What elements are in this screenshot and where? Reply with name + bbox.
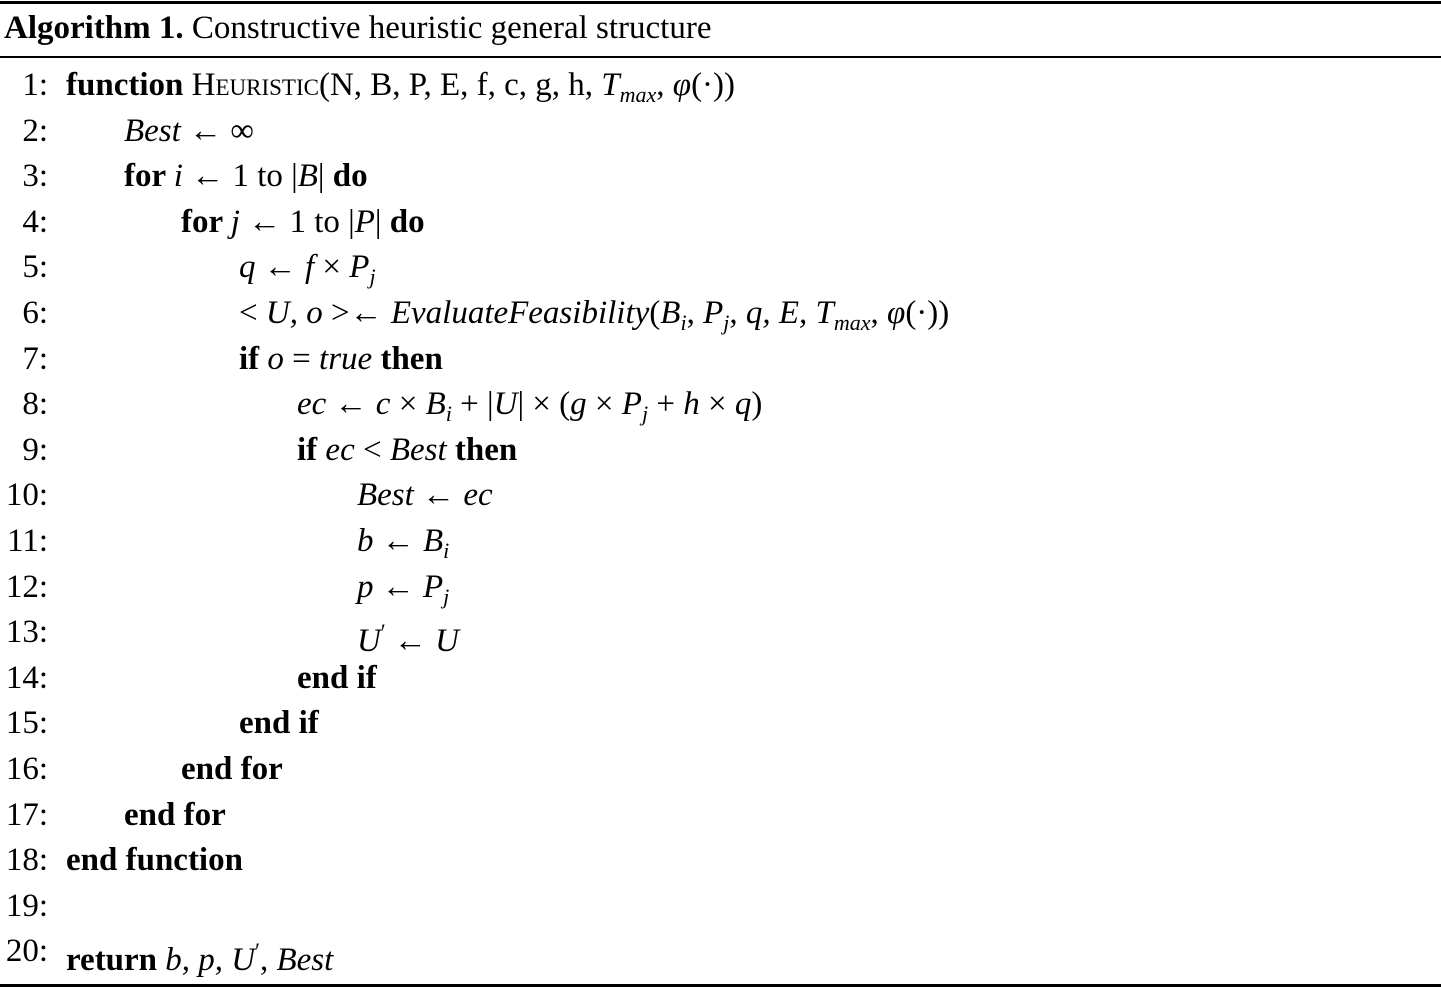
code-token: ←	[255, 249, 305, 286]
code-token: | × (	[517, 386, 571, 423]
line-code	[239, 336, 443, 382]
line-number: 20:	[5, 933, 48, 970]
code-token: j	[369, 264, 376, 290]
code-token: j	[723, 310, 730, 335]
code-token: if	[297, 431, 326, 468]
code-token: if	[239, 340, 268, 377]
code-token: end for	[124, 796, 226, 833]
code-token: ec	[325, 431, 355, 468]
top-rule	[0, 1, 1441, 4]
code-token: end function	[66, 842, 243, 879]
bottom-rule	[0, 984, 1441, 987]
code-token: =	[283, 340, 320, 377]
code-token: T	[601, 67, 620, 103]
code-token: ×	[314, 249, 350, 286]
line-code	[124, 792, 226, 838]
line-code	[239, 700, 319, 746]
line-number: 2:	[22, 112, 48, 149]
line-number: 12:	[5, 568, 48, 605]
code-token: then	[372, 340, 443, 377]
line-number: 16:	[5, 751, 48, 787]
code-token: P	[349, 249, 370, 286]
code-token: ′	[255, 938, 260, 964]
code-token: ←	[373, 523, 423, 559]
code-token: φ	[887, 295, 906, 331]
line-number: 6:	[22, 295, 48, 331]
code-token: ←	[385, 623, 436, 660]
code-token: j	[443, 583, 450, 609]
line-number: 14:	[5, 659, 48, 696]
line-number: 1:	[22, 67, 48, 103]
code-token: + |	[451, 386, 494, 423]
line-code	[181, 199, 425, 245]
code-token: do	[332, 158, 368, 195]
code-token: o	[267, 340, 284, 377]
code-token: P	[423, 568, 444, 605]
code-token: EvaluateFeasibility	[390, 295, 650, 331]
code-token: Best	[276, 942, 334, 979]
code-token: Best	[357, 477, 414, 514]
code-token: <	[354, 431, 390, 468]
code-token: )	[751, 386, 763, 423]
code-token: then	[446, 431, 518, 468]
code-token: ,	[870, 295, 888, 331]
line-code	[297, 655, 377, 701]
code-token: ,	[729, 295, 746, 331]
code-token: q	[239, 249, 256, 286]
code-token: Best	[124, 112, 181, 149]
code-token: |	[317, 158, 333, 195]
code-token: max	[833, 310, 871, 335]
code-token: c	[375, 386, 391, 423]
code-token: U	[435, 623, 459, 660]
code-token: do	[389, 203, 425, 240]
code-token: U, o	[265, 295, 323, 331]
code-token: B	[423, 523, 444, 559]
code-token: end for	[181, 751, 283, 787]
line-code	[124, 108, 254, 154]
code-token: function	[66, 67, 192, 103]
line-number: 8:	[22, 386, 48, 423]
code-token: p	[357, 568, 374, 605]
code-token: ←	[413, 477, 464, 514]
code-token: B	[297, 158, 318, 195]
code-token: Best	[389, 431, 447, 468]
code-token: ×	[699, 386, 735, 423]
code-token: ← ∞	[180, 112, 254, 149]
code-token: ← 1 to |	[182, 158, 298, 195]
line-number: 19:	[5, 887, 48, 924]
line-code	[124, 153, 368, 199]
line-number: 3:	[22, 158, 48, 195]
code-token: ,	[686, 295, 704, 331]
line-code	[66, 837, 243, 883]
line-code	[181, 746, 283, 792]
code-token: b, p, U	[165, 942, 256, 979]
code-token: B	[660, 295, 681, 331]
algorithm-caption	[4, 8, 711, 48]
code-token: ←	[373, 568, 423, 605]
code-token: Heuristic	[191, 67, 319, 103]
code-token: <	[239, 295, 266, 331]
line-number: 11:	[7, 523, 48, 559]
code-token: B	[425, 386, 446, 423]
line-number: 18:	[5, 842, 48, 879]
code-token: φ	[672, 67, 692, 103]
code-token: (·))	[905, 295, 950, 331]
line-number: 15:	[5, 705, 48, 742]
code-token: end if	[239, 705, 319, 742]
code-token: for	[181, 203, 231, 240]
code-token: U	[493, 386, 518, 423]
line-number: 10:	[5, 477, 48, 514]
line-number: 13:	[5, 614, 48, 651]
code-token: ec	[297, 386, 327, 423]
line-code	[357, 472, 493, 518]
code-token: ,	[656, 67, 673, 103]
code-token: ×	[586, 386, 622, 423]
code-token: f	[305, 249, 315, 286]
code-token: i	[445, 401, 452, 427]
line-number: 9:	[22, 431, 48, 468]
code-token: true	[319, 340, 373, 377]
code-token: U	[357, 623, 381, 660]
line-number: 5:	[22, 249, 48, 286]
code-token: j	[641, 401, 649, 427]
line-code	[66, 928, 333, 983]
line-number: 17:	[5, 796, 48, 833]
code-token: b	[357, 523, 374, 559]
code-token: ←	[326, 386, 376, 423]
code-token: g	[570, 386, 587, 423]
code-token: max	[619, 82, 657, 107]
code-token: end if	[297, 659, 377, 696]
code-token: P	[354, 203, 375, 240]
code-token: ′	[380, 619, 386, 645]
caption-rule	[0, 56, 1441, 58]
line-number: 4:	[22, 203, 48, 240]
code-token: (·))	[691, 67, 736, 103]
code-token: i	[680, 310, 687, 335]
code-token: (	[649, 295, 661, 331]
code-token: |	[374, 203, 390, 240]
code-token: ← 1 to |	[239, 203, 355, 240]
code-token: ×	[390, 386, 426, 423]
caption-label: Algorithm 1.	[4, 10, 184, 46]
code-token: q	[734, 386, 752, 423]
caption-title: Constructive heuristic general structure	[191, 10, 712, 46]
code-token: P	[703, 295, 724, 331]
code-token: P	[621, 386, 642, 423]
code-token: i	[443, 538, 450, 563]
code-token: ec	[463, 477, 493, 514]
code-token: for	[124, 158, 174, 195]
code-token: return	[66, 942, 166, 979]
line-code	[297, 427, 517, 473]
code-token: j	[230, 203, 240, 240]
code-token: ,	[259, 942, 277, 979]
line-number: 7:	[22, 340, 48, 377]
code-token: >←	[322, 295, 391, 331]
code-token: (N, B, P, E, f, c, g, h,	[318, 67, 602, 103]
code-token: h	[683, 386, 700, 423]
code-token: +	[648, 386, 684, 423]
code-token: i	[173, 158, 183, 195]
code-token: q, E, T	[745, 295, 834, 331]
